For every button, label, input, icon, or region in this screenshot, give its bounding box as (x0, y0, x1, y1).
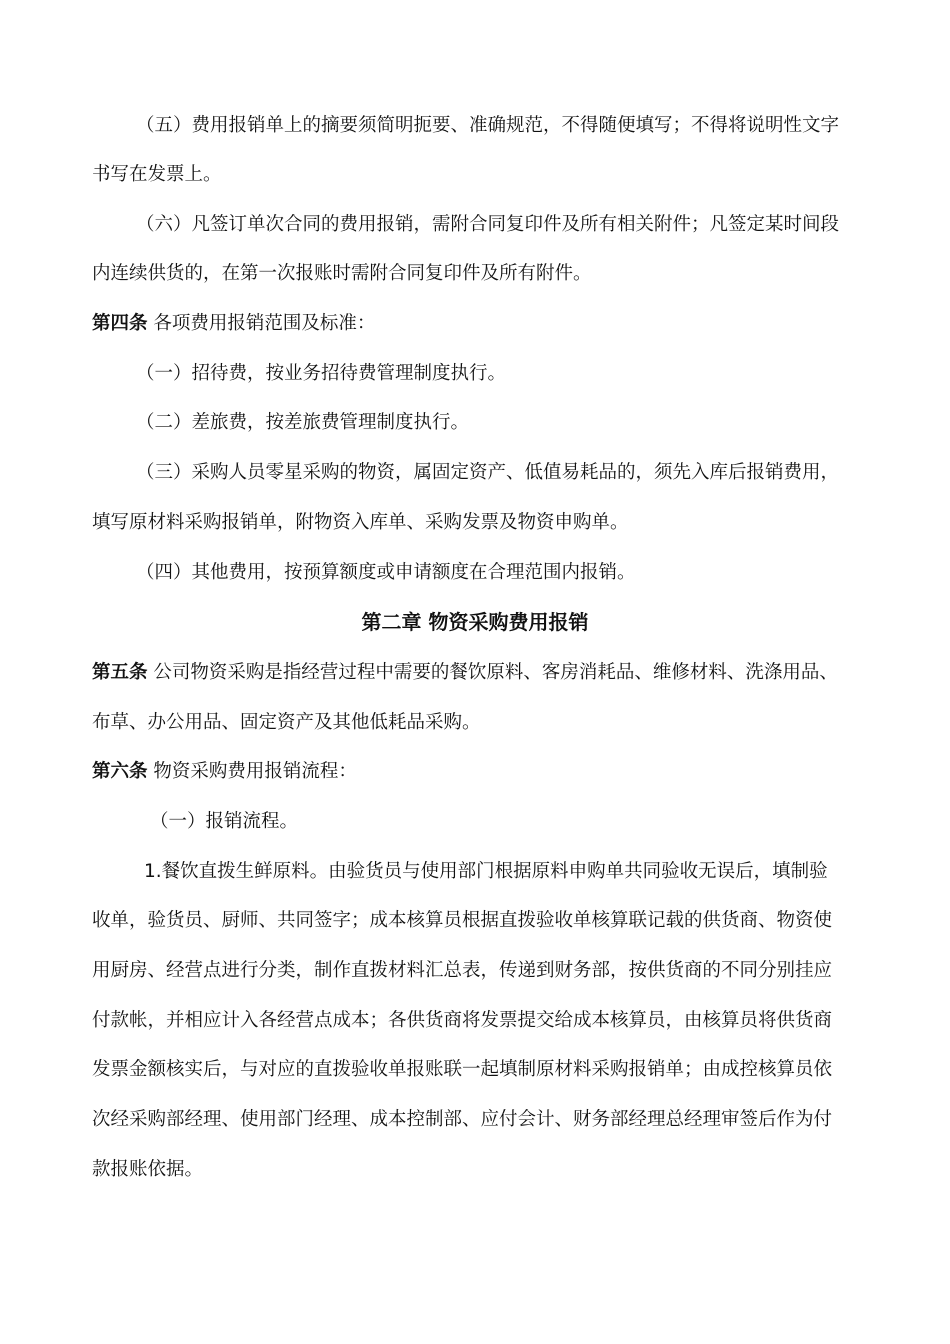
paragraph-6-line-2: 内连续供货的，在第一次报账时需附合同复印件及所有附件。 (92, 263, 592, 284)
article-5-text: 公司物资采购是指经营过程中需要的餐饮原料、客房消耗品、维修材料、洗涤用品、 (147, 662, 838, 683)
process-1-line-1: 1.餐饮直拨生鲜原料。由验货员与使用部门根据原料申购单共同验收无误后，填制验 (144, 861, 828, 882)
process-1-line-4: 付款帐，并相应计入各经营点成本；各供货商将发票提交给成本核算员，由核算员将供货商 (92, 1010, 833, 1031)
article-4-label: 第四条 (92, 313, 148, 334)
process-1-line-3: 用厨房、经营点进行分类，制作直拨材料汇总表，传递到财务部，按供货商的不同分别挂应 (92, 960, 833, 981)
article-5-line-1 (92, 660, 838, 686)
article-5-line-2: 布草、办公用品、固定资产及其他低耗品采购。 (92, 712, 481, 733)
article-4-item-1: （一）招待费，按业务招待费管理制度执行。 (136, 363, 507, 384)
paragraph-5-line-1: （五）费用报销单上的摘要须简明扼要、准确规范，不得随便填写；不得将说明性文字 (136, 115, 840, 136)
process-1-line-2: 收单，验货员、厨师、共同签字；成本核算员根据直拨验收单核算联记载的供货商、物资使 (92, 910, 833, 931)
article-4-item-2: （二）差旅费，按差旅费管理制度执行。 (136, 412, 470, 433)
paragraph-5-line-2: 书写在发票上。 (92, 164, 222, 185)
process-1-line-6: 次经采购部经理、使用部门经理、成本控制部、应付会计、财务部经理总经理审签后作为付 (92, 1109, 833, 1130)
article-6-item-1: （一）报销流程。 (150, 811, 299, 832)
article-4-item-3-line-1: （三）采购人员零星采购的物资，属固定资产、低值易耗品的，须先入库后报销费用， (136, 462, 840, 483)
process-1-line-5: 发票金额核实后，与对应的直拨验收单报账联一起填制原材料采购报销单；由成控核算员依 (92, 1059, 833, 1080)
article-6-label: 第六条 (92, 761, 148, 782)
article-6-heading (92, 759, 357, 785)
article-4-text: 各项费用报销范围及标准： (147, 313, 376, 334)
process-1-line-7: 款报账依据。 (92, 1159, 204, 1180)
article-4-item-3-line-2: 填写原材料采购报销单，附物资入库单、采购发票及物资申购单。 (92, 512, 629, 533)
article-5-label: 第五条 (92, 662, 148, 683)
paragraph-6-line-1: （六）凡签订单次合同的费用报销，需附合同复印件及所有相关附件；凡签定某时间段 (136, 214, 840, 235)
article-4-heading (92, 311, 375, 337)
article-6-text: 物资采购费用报销流程： (147, 761, 357, 782)
article-4-item-4: （四）其他费用，按预算额度或申请额度在合理范围内报销。 (136, 562, 636, 583)
chapter-2-title: 第二章 物资采购费用报销 (361, 610, 589, 634)
